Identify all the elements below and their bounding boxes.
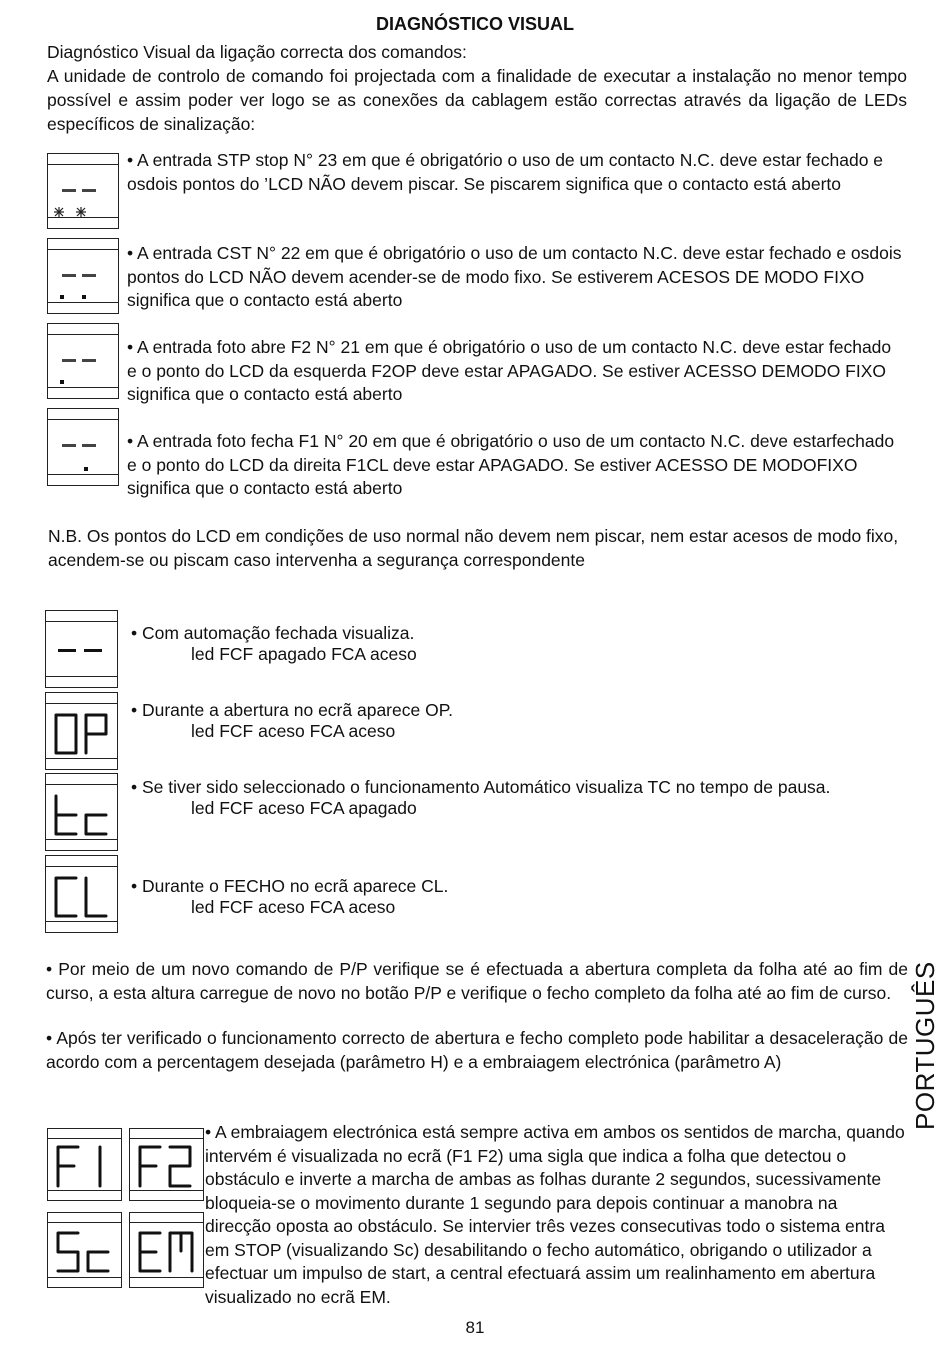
lcd-left-dot [47,323,119,399]
language-label: PORTUGUÊS [910,961,940,1130]
state-item [131,777,891,821]
left-dot-icon [48,324,120,400]
display-tc-icon [46,774,119,852]
state-item [131,699,906,743]
lcd-dashes [45,610,118,688]
right-dot-icon [48,409,120,487]
display-dashes-icon [46,611,119,689]
lcd-tc [45,773,118,851]
page-number: 81 [465,1318,485,1337]
input-item: • A entrada foto abre F2 N° 21 em que é obrigatório o uso de um contacto N.C. deve estar fechado e o ponto do LCD da esquerda F2OP deve estar APAGADO. Se estiver ACESSO DEMODO FIXO significa que o contacto está aberto [127,337,892,404]
display-f1-icon [48,1129,123,1202]
blinking-dots-icon [48,154,120,230]
state-led: led FCF aceso FCA apagado [191,798,417,818]
display-f2-icon [130,1129,205,1202]
intro-body: A unidade de controlo de comando foi projectada com a finalidade de executar a instalação no menor tempo possível e assim poder ver logo se as conexões da cablagem estão correctas através da ligação de LEDs específicos de sinalização: [47,66,907,134]
state-led: led FCF aceso FCA aceso [191,720,396,741]
state-led: led FCF aceso FCA aceso [191,896,396,917]
lcd-em [129,1212,204,1288]
display-em-icon [130,1213,205,1289]
state-line: • Durante o FECHO no ecrã aparece CL. [131,876,449,896]
state-line: • Se tiver sido seleccionado o funcionamento Automático visualiza TC no tempo de pausa. [131,777,831,797]
input-item: • A entrada CST N° 22 em que é obrigatório o uso de um contacto N.C. deve estar fechado e osdois pontos do LCD NÃO devem acender-se de modo fixo. Se estiverem ACESOS DE MODO FIXO significa que o contacto está aberto [127,243,902,310]
intro-line: Diagnóstico Visual da ligação correcta dos comandos: [47,42,467,62]
state-line: • Durante a abertura no ecrã aparece OP. [131,700,453,720]
lcd-cl [45,855,118,933]
display-op-icon [46,693,119,771]
lcd-sc [47,1212,122,1288]
lcd-right-dot [47,408,119,486]
lcd-op [45,692,118,770]
display-sc-icon [48,1213,123,1289]
lcd-two-dots [47,238,119,314]
display-cl-icon [46,856,119,934]
check-item: • Por meio de um novo comando de P/P verifique se é efectuada a abertura completa da folha até ao fim de curso, a esta altura carregue de novo no botão P/P e verifique o fecho completo da folha até ao fim de curso. [46,959,908,1003]
input-item: • A entrada foto fecha F1 N° 20 em que é obrigatório o uso de um contacto N.C. deve estarfechado e o ponto do LCD da direita F1CL deve estar APAGADO. Se estiver ACESSO DE MODOFIXO significa que o contacto está aberto [127,431,895,498]
clutch-text: • A embraiagem electrónica está sempre activa em ambos os sentidos de marcha, quando intervém é visualizada no ecrã (F1 F2) uma sigla que indica a folha que detectou o obstáculo e inverte a marcha de ambas as folhas durante 2 segundos, sucessivamente bloqueia-se o movimento durante 1 segundo para depois continuar a manobra na direcção oposta ao obstáculo. Se intervier três vezes consecutivas todo o sistema entra em STOP (visualizando Sc) desabilitando o fecho automático, obrigando o utilizador a efectuar um impulso de start, a central efectuará assim um realinhamento em abertura visualizado no ecrã EM. [205,1122,905,1307]
two-dots-icon [48,239,120,315]
state-line: • Com automação fechada visualiza. [131,623,415,643]
page-title: DIAGNÓSTICO VISUAL [375,14,574,34]
state-item [131,875,906,919]
nb-note: N.B. Os pontos do LCD em condições de uso normal não devem nem piscar, nem estar acesos de modo fixo, acendem-se ou piscam caso intervenha a segurança correspondente [48,526,899,570]
check-item: • Após ter verificado o funcionamento correcto de abertura e fecho completo pode habilitar a desaceleração de acordo com a percentagem desejada (parâmetro H) e a embraiagem electrónica (parâmetro A) [46,1028,908,1072]
lcd-f2 [129,1128,204,1201]
input-item: • A entrada STP stop N° 23 em que é obrigatório o uso de um contacto N.C. deve estar fechado e osdois pontos do ’LCD NÃO devem piscar. Se piscarem significa que o contacto está aberto [127,150,884,194]
lcd-blinking-dots [47,153,119,229]
state-item [131,622,906,666]
lcd-f1 [47,1128,122,1201]
intro [47,40,907,136]
state-led: led FCF apagado FCA aceso [191,643,417,664]
